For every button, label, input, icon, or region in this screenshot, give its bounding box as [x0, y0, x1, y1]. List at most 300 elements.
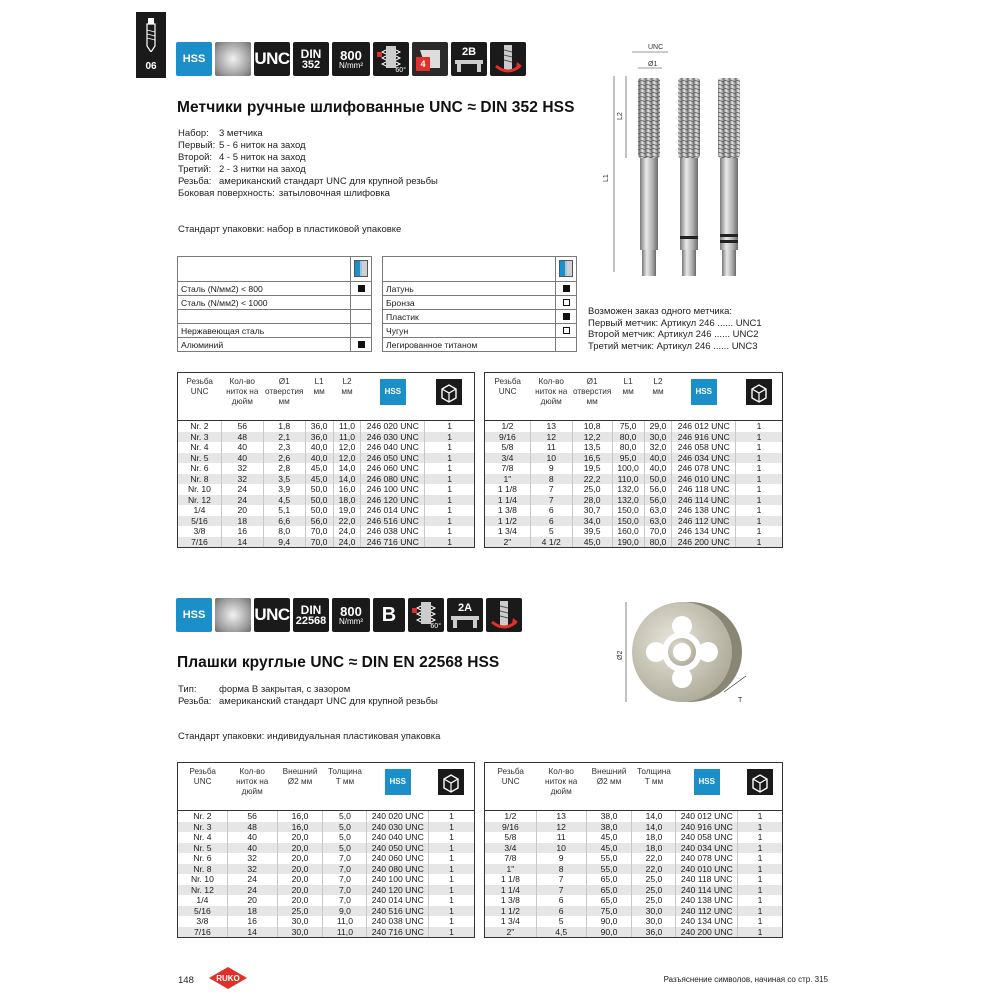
table-cell: 1 — [429, 811, 475, 822]
table-row — [178, 495, 475, 506]
table-cell: 40,0 — [305, 442, 333, 453]
table-row — [178, 526, 475, 537]
table-cell: 14,0 — [632, 811, 676, 822]
table-cell: Nr. 12 — [178, 495, 222, 506]
table-cell: 240 080 UNC — [367, 864, 429, 875]
die-illustration — [606, 598, 766, 710]
table-cell: 1 3/4 — [485, 916, 537, 927]
table-cell: 24,0 — [333, 537, 361, 548]
table-cell: 7 — [536, 885, 586, 896]
table-cell: Nr. 5 — [178, 453, 222, 464]
taps-table-right — [484, 372, 783, 548]
table-cell: 240 030 UNC — [367, 822, 429, 833]
table-cell: 45,0 — [305, 474, 333, 485]
table-cell: 40,0 — [305, 453, 333, 464]
table-cell: 25,0 — [632, 885, 676, 896]
table-row — [485, 537, 783, 548]
table-row — [178, 442, 475, 453]
table-row — [178, 822, 475, 833]
table-cell: 32 — [221, 463, 263, 474]
table-cell: 11,0 — [323, 916, 367, 927]
table-row — [485, 853, 783, 864]
table-cell: 1 3/8 — [485, 505, 531, 516]
table-cell: 240 200 UNC — [676, 927, 738, 938]
hss-column-badge: HSS — [691, 379, 717, 405]
table-cell: 1 1/2 — [485, 516, 531, 527]
table-cell: 12,0 — [333, 453, 361, 464]
table-cell: 13 — [530, 421, 572, 432]
table-cell: 40 — [221, 453, 263, 464]
table-cell: 246 010 UNC — [672, 474, 736, 485]
table-cell: 1 — [738, 874, 783, 885]
taps-title: Метчики ручные шлифованные UNC ≈ DIN 352 HSS — [177, 99, 575, 116]
table-cell: Nr. 6 — [178, 463, 222, 474]
table-cell: 13 — [536, 811, 586, 822]
table-cell: 7,0 — [323, 895, 367, 906]
table-cell: 55,0 — [586, 853, 632, 864]
table-cell: 20,0 — [277, 895, 323, 906]
material-name: Бронза — [383, 296, 556, 310]
table-cell: 24 — [221, 484, 263, 495]
column-header: Кол-во ниток на дюйм — [227, 763, 277, 811]
spec-key: Третий: — [178, 164, 212, 175]
table-cell: 7,0 — [323, 864, 367, 875]
column-header: Толщина T мм — [323, 763, 367, 811]
table-cell: 1 — [425, 537, 475, 548]
table-cell: 3,5 — [263, 474, 305, 485]
table-row — [485, 474, 783, 485]
table-row — [178, 843, 475, 854]
table-row — [178, 484, 475, 495]
table-cell: 18,0 — [632, 843, 676, 854]
taps-specs — [178, 128, 438, 200]
table-cell: Nr. 4 — [178, 832, 228, 843]
table-cell: 30,0 — [277, 927, 323, 938]
table-cell: 9/16 — [485, 822, 537, 833]
materials-table-left — [177, 256, 372, 352]
column-header: Кол-во ниток на дюйм — [536, 763, 586, 811]
material-row — [383, 324, 577, 338]
table-cell: 56 — [221, 421, 263, 432]
table-cell: 16 — [227, 916, 277, 927]
table-cell: 240 014 UNC — [367, 895, 429, 906]
table-cell: 1 — [736, 474, 783, 485]
table-cell: 1 — [425, 421, 475, 432]
table-cell: 246 112 UNC — [672, 516, 736, 527]
table-cell: 18,0 — [333, 495, 361, 506]
chapter-number: 06 — [145, 61, 157, 72]
table-cell: 240 040 UNC — [367, 832, 429, 843]
spec-value: затыловочная шлифовка — [278, 188, 390, 199]
table-cell: 246 060 UNC — [361, 463, 425, 474]
material-name: Легированное титаном — [383, 338, 556, 352]
table-cell: 7,0 — [323, 885, 367, 896]
table-cell: 30,0 — [644, 432, 672, 443]
table-row — [178, 505, 475, 516]
chapter-tab — [136, 12, 166, 78]
table-cell: 19,5 — [572, 463, 612, 474]
table-cell: 20 — [221, 505, 263, 516]
table-cell: 65,0 — [586, 895, 632, 906]
table-cell: 32 — [221, 474, 263, 485]
table-cell: 1 — [425, 505, 475, 516]
table-cell: 24 — [227, 874, 277, 885]
conditional-empty-square-icon — [563, 327, 570, 334]
table-cell: 6 — [530, 505, 572, 516]
column-header: Резьба UNC — [178, 763, 228, 811]
table-cell: 1" — [485, 474, 531, 485]
table-cell: 50,0 — [305, 495, 333, 506]
table-cell: 1 — [429, 874, 475, 885]
table-cell: 38,0 — [586, 811, 632, 822]
table-cell: 30,0 — [632, 906, 676, 917]
table-cell: 7,0 — [323, 874, 367, 885]
table-cell: 1 — [736, 432, 783, 443]
table-cell: 34,0 — [572, 516, 612, 527]
table-cell: Nr. 3 — [178, 432, 222, 443]
table-cell: 7/16 — [178, 537, 222, 548]
table-cell: 160,0 — [612, 526, 644, 537]
column-header: L2 мм — [644, 373, 672, 421]
table-cell: 1 — [425, 526, 475, 537]
table-cell: 20,0 — [277, 874, 323, 885]
table-cell: 80,0 — [644, 537, 672, 548]
single-order-line: Третий метчик: Артикул 246 ...... UNC3 — [588, 340, 758, 352]
table-cell: 16,5 — [572, 453, 612, 464]
table-cell: 24 — [227, 885, 277, 896]
table-cell: 30,7 — [572, 505, 612, 516]
table-cell: 1/4 — [178, 895, 228, 906]
package-quantity-icon — [436, 379, 462, 405]
ground-surface-icon — [215, 598, 251, 632]
table-cell: 246 100 UNC — [361, 484, 425, 495]
table-cell: 1 — [429, 843, 475, 854]
table-cell: 132,0 — [612, 495, 644, 506]
table-cell: 5/8 — [485, 442, 531, 453]
table-row — [485, 916, 783, 927]
table-cell: 50,0 — [644, 474, 672, 485]
table-row — [485, 516, 783, 527]
table-row — [485, 864, 783, 875]
table-cell: 132,0 — [612, 484, 644, 495]
table-cell: 246 516 UNC — [361, 516, 425, 527]
table-row — [485, 811, 783, 822]
table-cell: Nr. 3 — [178, 822, 228, 833]
table-cell: 1 1/8 — [485, 484, 531, 495]
table-cell: 1 — [425, 442, 475, 453]
table-cell: 1 — [736, 526, 783, 537]
table-cell: 65,0 — [586, 885, 632, 896]
conditional-empty-square-icon — [563, 299, 570, 306]
table-cell: 1 — [425, 463, 475, 474]
table-row — [485, 906, 783, 917]
table-cell: 1 — [738, 906, 783, 917]
table-cell: 246 916 UNC — [672, 432, 736, 443]
material-row — [178, 310, 372, 324]
table-cell: 1 1/8 — [485, 874, 537, 885]
d2-dim-label: Ø2 — [617, 650, 624, 660]
table-cell: 150,0 — [612, 516, 644, 527]
table-cell: 246 012 UNC — [672, 421, 736, 432]
suitable-filled-square-icon — [358, 285, 365, 292]
table-cell: 1 — [736, 442, 783, 453]
table-cell: 63,0 — [644, 516, 672, 527]
thread-angle-icon: 60° — [408, 598, 444, 632]
table-cell: 65,0 — [586, 874, 632, 885]
table-cell: 7 — [536, 874, 586, 885]
table-cell: 5,0 — [323, 822, 367, 833]
table-cell: 75,0 — [612, 421, 644, 432]
spec-value: американский стандарт UNC для крупной резьбы — [219, 696, 438, 707]
table-cell: 1 — [738, 885, 783, 896]
table-cell: 2,6 — [263, 453, 305, 464]
table-row — [485, 442, 783, 453]
material-name: Чугун — [383, 324, 556, 338]
table-row — [178, 453, 475, 464]
table-cell: 1,8 — [263, 421, 305, 432]
tolerance-class-icon: 2B — [451, 42, 487, 76]
package-quantity-icon — [747, 769, 773, 795]
table-cell: 14,0 — [333, 463, 361, 474]
table-row — [485, 463, 783, 474]
die-form-icon: B — [373, 598, 405, 632]
column-header: Внешний Ø2 мм — [277, 763, 323, 811]
dies-table-left — [177, 762, 475, 938]
table-cell: 1 1/2 — [485, 906, 537, 917]
dies-title: Плашки круглые UNC ≈ DIN EN 22568 HSS — [177, 654, 500, 671]
table-cell: 246 038 UNC — [361, 526, 425, 537]
taps-table-left — [177, 372, 475, 548]
table-cell: 38,0 — [586, 822, 632, 833]
table-cell: 1 — [425, 495, 475, 506]
table-cell: 1 — [738, 895, 783, 906]
table-cell: Nr. 8 — [178, 474, 222, 485]
table-row — [485, 843, 783, 854]
table-cell: 40,0 — [644, 453, 672, 464]
table-cell: 240 034 UNC — [676, 843, 738, 854]
table-cell: 8 — [536, 864, 586, 875]
table-cell: 1 — [429, 822, 475, 833]
table-cell: Nr. 10 — [178, 874, 228, 885]
table-cell: 1 — [429, 895, 475, 906]
table-cell: 100,0 — [612, 463, 644, 474]
table-row — [178, 927, 475, 938]
table-cell: 240 516 UNC — [367, 906, 429, 917]
table-cell: 1 — [429, 832, 475, 843]
table-row — [485, 526, 783, 537]
table-row — [178, 864, 475, 875]
table-cell: Nr. 2 — [178, 421, 222, 432]
column-header: Резьба UNC — [485, 373, 531, 421]
tolerance-class-icon: 2A — [447, 598, 483, 632]
material-row — [383, 296, 577, 310]
chamfer-grind-icon: 4 — [412, 42, 448, 76]
l1-dim-label: L1 — [603, 174, 610, 182]
table-cell: 1 — [738, 832, 783, 843]
dies-packaging: Стандарт упаковки: индивидуальная пластиковая упаковка — [178, 731, 441, 742]
table-row — [178, 537, 475, 548]
column-header: Резьба UNC — [178, 373, 222, 421]
table-cell: Nr. 8 — [178, 864, 228, 875]
table-cell: 14 — [227, 927, 277, 938]
tool-material-icon — [559, 260, 573, 277]
table-cell: 7/16 — [178, 927, 228, 938]
table-cell: 8,0 — [263, 526, 305, 537]
material-row — [383, 338, 577, 352]
table-cell: 4 1/2 — [530, 537, 572, 548]
column-header: Внешний Ø2 мм — [586, 763, 632, 811]
table-cell: 18 — [227, 906, 277, 917]
table-cell: 56,0 — [644, 484, 672, 495]
column-header: Толщина T мм — [632, 763, 676, 811]
spec-value: форма B закрытая, с зазором — [219, 684, 351, 695]
table-cell: 6 — [536, 906, 586, 917]
table-cell: 95,0 — [612, 453, 644, 464]
table-cell: 240 138 UNC — [676, 895, 738, 906]
table-cell: 1" — [485, 864, 537, 875]
dies-table-right — [484, 762, 783, 938]
table-cell: 150,0 — [612, 505, 644, 516]
table-cell: 1 — [425, 453, 475, 464]
table-row — [485, 822, 783, 833]
material-name: Латунь — [383, 282, 556, 296]
table-cell: Nr. 12 — [178, 885, 228, 896]
material-name: Сталь (N/мм2) < 800 — [178, 282, 351, 296]
table-cell: 246 118 UNC — [672, 484, 736, 495]
material-name — [178, 310, 351, 324]
table-cell: 240 118 UNC — [676, 874, 738, 885]
table-cell: 2" — [485, 927, 537, 938]
table-cell: 240 916 UNC — [676, 822, 738, 833]
table-cell: 14,0 — [632, 822, 676, 833]
table-cell: 7/8 — [485, 463, 531, 474]
table-row — [178, 853, 475, 864]
table-cell: 246 014 UNC — [361, 505, 425, 516]
spec-key: Второй: — [178, 152, 213, 163]
column-header: Ø1 отверстия мм — [572, 373, 612, 421]
table-cell: 1 — [425, 474, 475, 485]
table-cell: 40 — [227, 843, 277, 854]
table-cell: 1 — [429, 916, 475, 927]
table-cell: 13,5 — [572, 442, 612, 453]
material-row — [383, 310, 577, 324]
table-cell: 5 — [530, 526, 572, 537]
spec-key: Боковая поверхность: — [178, 188, 275, 199]
table-cell: 246 080 UNC — [361, 474, 425, 485]
table-cell: 1 — [429, 885, 475, 896]
table-cell: Nr. 5 — [178, 843, 228, 854]
table-cell: 25,0 — [277, 906, 323, 917]
table-cell: 7 — [530, 484, 572, 495]
table-cell: 6 — [536, 895, 586, 906]
table-cell: 1 — [738, 853, 783, 864]
table-cell: 9 — [536, 853, 586, 864]
table-cell: 2,1 — [263, 432, 305, 443]
table-row — [178, 885, 475, 896]
table-cell: 12 — [530, 432, 572, 443]
table-row — [178, 895, 475, 906]
taps-illustration — [598, 40, 758, 290]
table-cell: 1 — [736, 505, 783, 516]
table-cell: 18 — [221, 516, 263, 527]
table-row — [178, 832, 475, 843]
table-cell: 1 — [736, 453, 783, 464]
table-cell: 1 3/8 — [485, 895, 537, 906]
table-cell: 9/16 — [485, 432, 531, 443]
column-header: Кол-во ниток на дюйм — [530, 373, 572, 421]
table-cell: 1 — [425, 432, 475, 443]
table-cell: 1 — [738, 822, 783, 833]
table-cell: 20,0 — [277, 864, 323, 875]
table-cell: 3/4 — [485, 453, 531, 464]
column-header: L1 мм — [305, 373, 333, 421]
table-cell: 10 — [536, 843, 586, 854]
table-cell: 11 — [530, 442, 572, 453]
table-cell: 45,0 — [572, 537, 612, 548]
table-cell: 32 — [227, 853, 277, 864]
table-row — [485, 484, 783, 495]
material-row — [178, 338, 372, 352]
table-cell: 90,0 — [586, 927, 632, 938]
table-row — [485, 495, 783, 506]
material-name: Сталь (N/мм2) < 1000 — [178, 296, 351, 310]
table-cell: 48 — [221, 432, 263, 443]
hss-column-badge: HSS — [380, 379, 406, 405]
material-row — [178, 324, 372, 338]
table-cell: 40,0 — [644, 463, 672, 474]
table-cell: 240 058 UNC — [676, 832, 738, 843]
table-cell: 11,0 — [323, 927, 367, 938]
table-cell: 50,0 — [305, 484, 333, 495]
table-cell: 110,0 — [612, 474, 644, 485]
table-cell: 240 038 UNC — [367, 916, 429, 927]
table-cell: 19,0 — [333, 505, 361, 516]
table-cell: 1 3/4 — [485, 526, 531, 537]
table-cell: 32,0 — [644, 442, 672, 453]
table-cell: 1/4 — [178, 505, 222, 516]
table-cell: 11,0 — [333, 421, 361, 432]
thread-type-icon: UNC — [254, 598, 290, 632]
table-cell: 1 — [738, 811, 783, 822]
table-cell: 12,0 — [333, 442, 361, 453]
table-cell: 2" — [485, 537, 531, 548]
table-row — [178, 421, 475, 432]
table-cell: 25,0 — [572, 484, 612, 495]
table-cell: 7/8 — [485, 853, 537, 864]
table-cell: 1/2 — [485, 421, 531, 432]
table-cell: 45,0 — [586, 832, 632, 843]
hss-column-badge: HSS — [385, 769, 411, 795]
material-name: Алюминий — [178, 338, 351, 352]
table-cell: 240 100 UNC — [367, 874, 429, 885]
single-order-line: Второй метчик: Артикул 246 ...... UNC2 — [588, 329, 759, 341]
table-cell: 11 — [536, 832, 586, 843]
table-cell: 16,0 — [333, 484, 361, 495]
table-cell: 3,9 — [263, 484, 305, 495]
table-cell: 20,0 — [277, 843, 323, 854]
table-row — [178, 474, 475, 485]
table-cell: 70,0 — [644, 526, 672, 537]
table-cell: 246 716 UNC — [361, 537, 425, 548]
table-cell: 246 114 UNC — [672, 495, 736, 506]
table-cell: 5,0 — [323, 843, 367, 854]
table-cell: 40 — [227, 832, 277, 843]
table-cell: 24,0 — [333, 526, 361, 537]
table-cell: 1 — [736, 495, 783, 506]
table-cell: Nr. 10 — [178, 484, 222, 495]
table-cell: 246 050 UNC — [361, 453, 425, 464]
table-cell: 5,0 — [323, 832, 367, 843]
